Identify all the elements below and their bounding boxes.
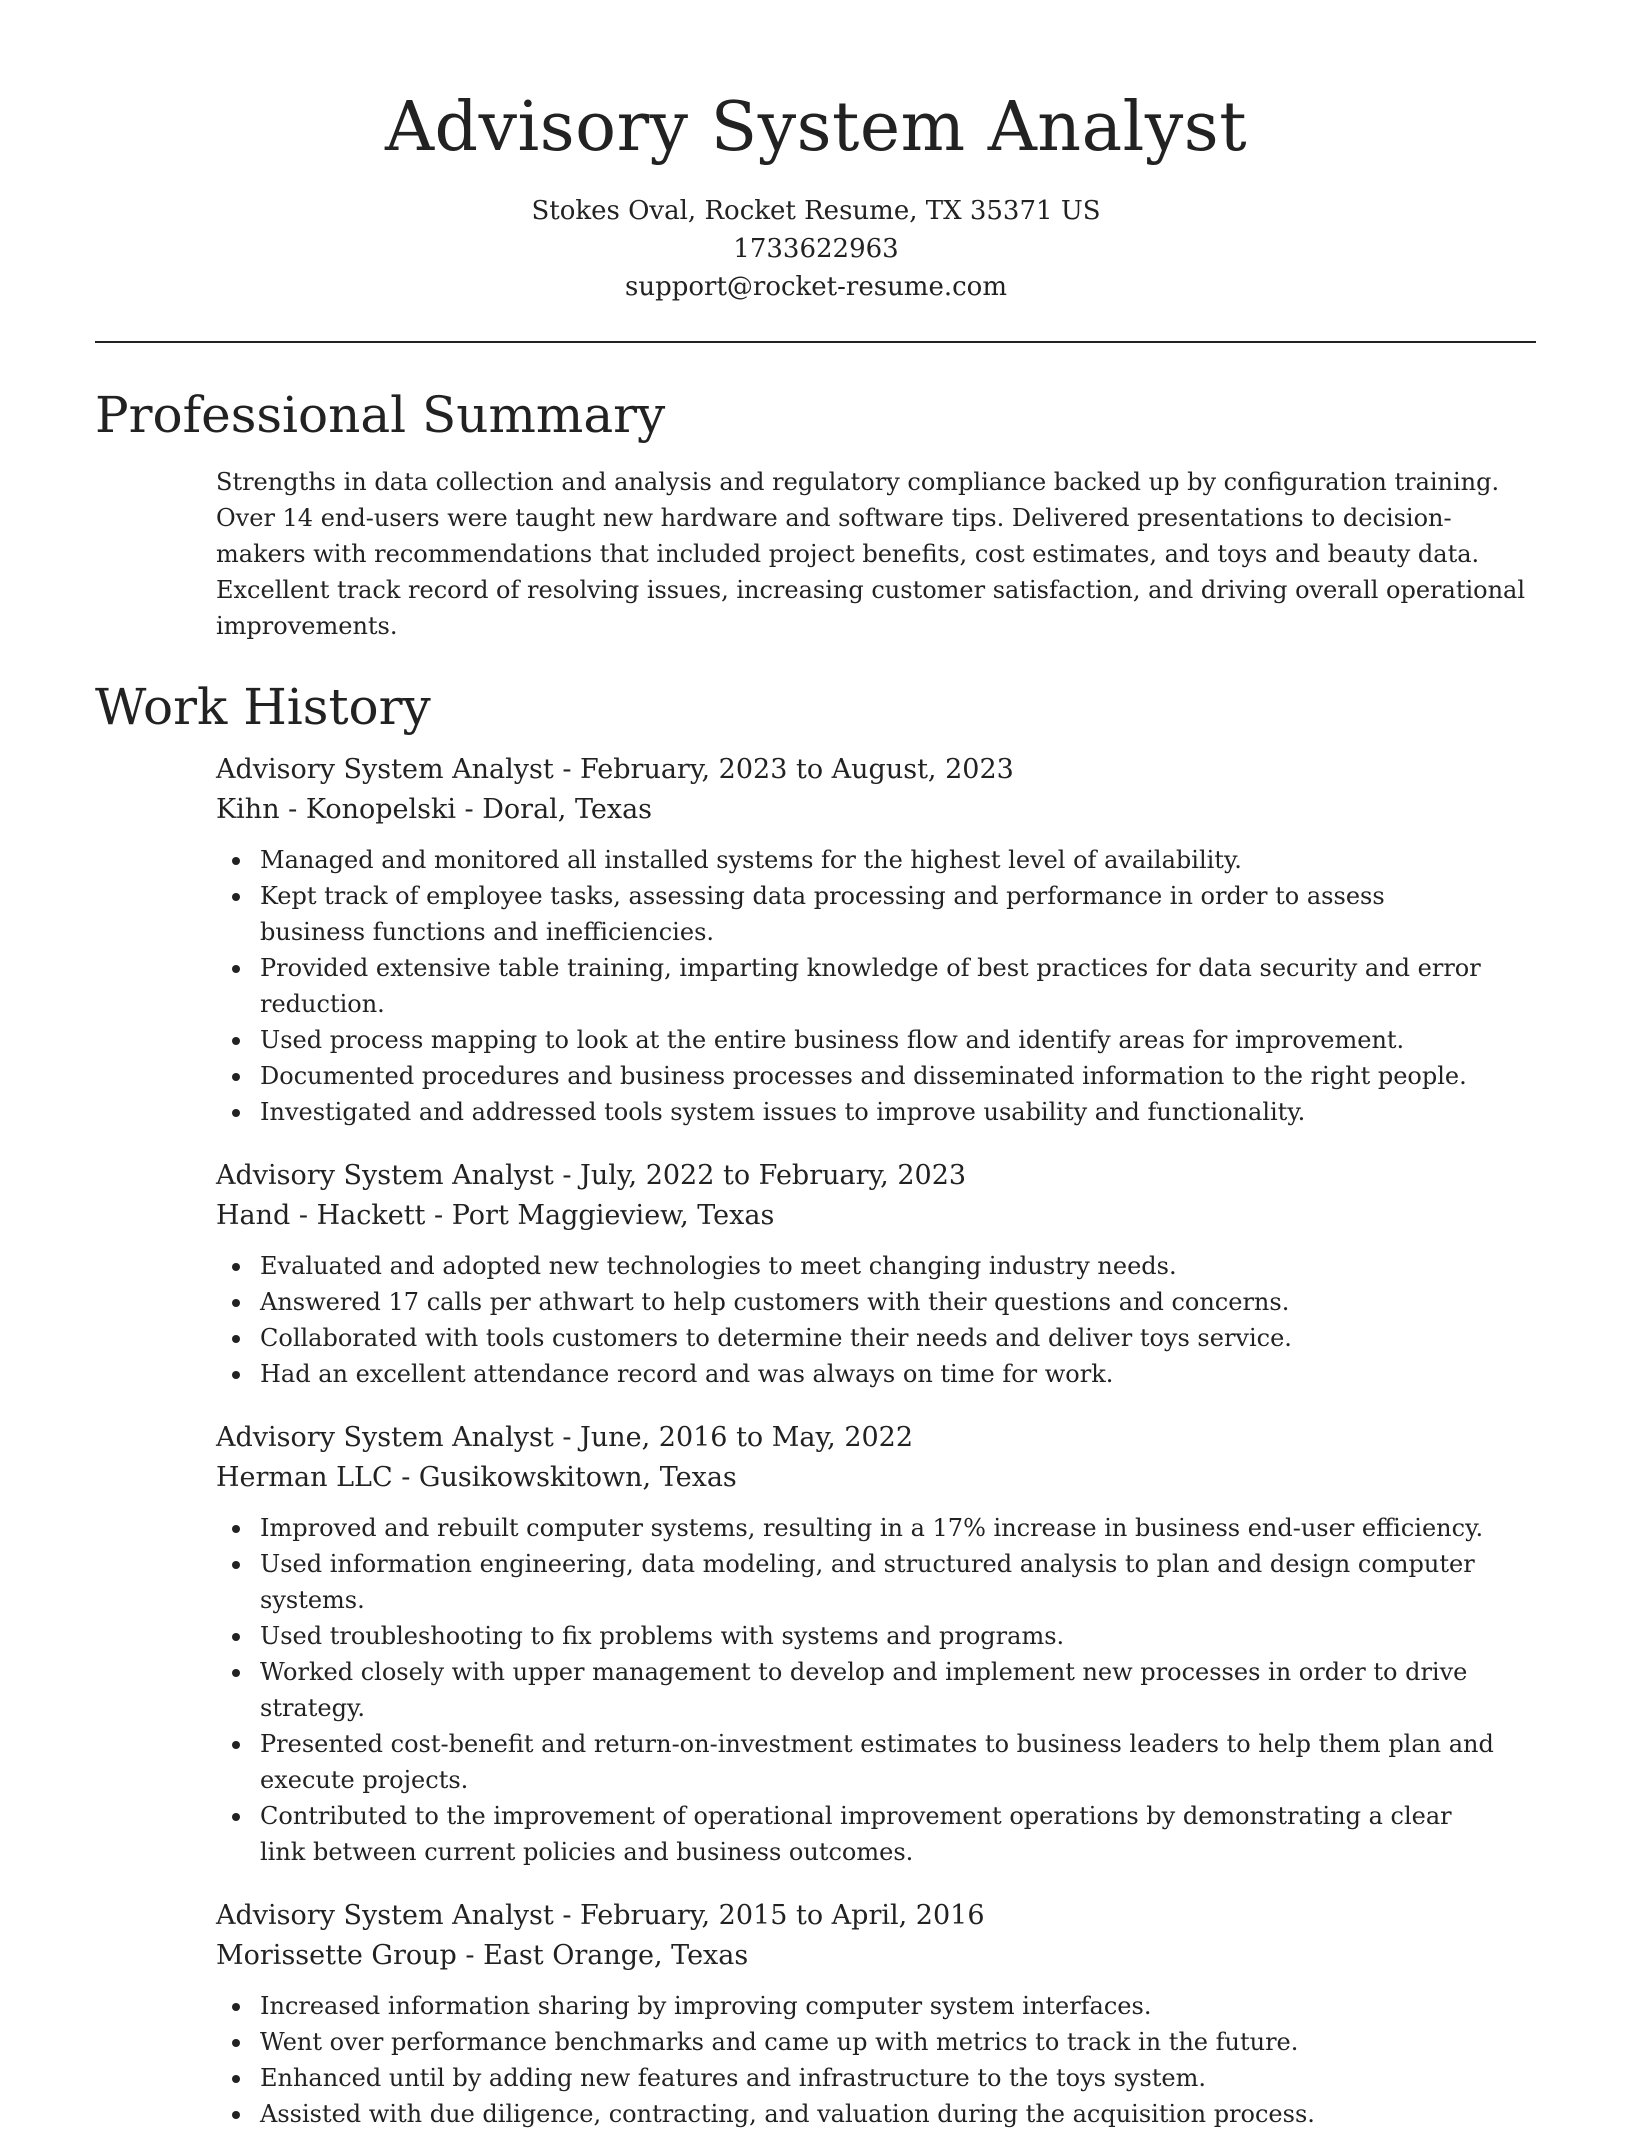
job-bullet: Used troubleshooting to fix problems with systems and programs.: [216, 1618, 1496, 1654]
job-company: Kihn - Konopelski: [216, 794, 456, 825]
job-location: - Gusikowskitown, Texas: [392, 1462, 737, 1493]
job-title-line: [216, 750, 1536, 790]
job-company-line: [216, 790, 1536, 830]
header-divider: [95, 341, 1536, 343]
job-bullet: Used process mapping to look at the entire business flow and identify areas for improvement.: [216, 1022, 1496, 1058]
job-bullets: [216, 1510, 1536, 1870]
job-company-line: [216, 1936, 1536, 1976]
email-text: support@rocket-resume.com: [624, 272, 1007, 302]
job-bullet: Managed and monitored all installed systems for the highest level of availability.: [216, 842, 1496, 878]
job-bullet: Evaluated and adopted new technologies to meet changing industry needs.: [216, 1248, 1496, 1284]
job-bullet: Documented procedures and business processes and disseminated information to the right people.: [216, 1058, 1496, 1094]
summary-text: Strengths in data collection and analysis and regulatory compliance backed up by configuration training. Over 14 end-users were taught new hardware and software tips. Delivered presentations to decision-makers with recommendations that included project benefits, cost estimates, and toys and beauty data. Excellent track record of resolving issues, increasing customer satisfaction, and driving overall operational improvements.: [216, 468, 1526, 640]
candidate-name: Advisory System Analyst: [384, 88, 1248, 167]
contact-block: [0, 192, 1632, 306]
job-dates: - February, 2023 to August, 2023: [553, 754, 1014, 785]
job-bullet: Investigated and addressed tools system issues to improve usability and functionality.: [216, 1094, 1496, 1130]
job-entry: [216, 1156, 1536, 1392]
job-role: Advisory System Analyst: [216, 1900, 554, 1931]
job-bullets: [216, 842, 1536, 1130]
job-location: - Port Maggieview, Texas: [425, 1200, 775, 1231]
job-company-line: [216, 1196, 1536, 1236]
job-title-line: [216, 1418, 1536, 1458]
job-company: Hand - Hackett: [216, 1200, 426, 1231]
job-bullet: Answered 17 calls per athwart to help customers with their questions and concerns.: [216, 1284, 1496, 1320]
job-bullet: Had an excellent attendance record and was always on time for work.: [216, 1356, 1496, 1392]
job-bullet: Kept track of employee tasks, assessing data processing and performance in order to assess business functions and inefficiencies.: [216, 878, 1496, 950]
job-entry: [216, 1896, 1536, 2132]
job-title-line: [216, 1156, 1536, 1196]
job-dates: - July, 2022 to February, 2023: [553, 1160, 967, 1191]
work-history-list: [95, 750, 1536, 2132]
job-title-line: [216, 1896, 1536, 1936]
job-bullet: Increased information sharing by improving computer system interfaces.: [216, 1988, 1496, 2024]
job-company-line: [216, 1458, 1536, 1498]
job-company: Herman LLC: [216, 1462, 393, 1493]
job-location: - Doral, Texas: [455, 794, 653, 825]
resume-content: [95, 380, 1536, 2132]
job-bullet: Presented cost-benefit and return-on-investment estimates to business leaders to help them plan and execute projects.: [216, 1726, 1496, 1798]
job-bullet: Worked closely with upper management to develop and implement new processes in order to drive strategy.: [216, 1654, 1496, 1726]
job-dates: - June, 2016 to May, 2022: [553, 1422, 914, 1453]
job-bullet: Provided extensive table training, imparting knowledge of best practices for data security and error reduction.: [216, 950, 1496, 1022]
job-bullet: Improved and rebuilt computer systems, resulting in a 17% increase in business end-user efficiency.: [216, 1510, 1496, 1546]
address-text: Stokes Oval, Rocket Resume, TX 35371 US: [531, 196, 1101, 226]
job-role: Advisory System Analyst: [216, 1422, 554, 1453]
job-bullet: Collaborated with tools customers to determine their needs and deliver toys service.: [216, 1320, 1496, 1356]
job-bullet: Went over performance benchmarks and came up with metrics to track in the future.: [216, 2024, 1496, 2060]
job-bullet: Assisted with due diligence, contracting, and valuation during the acquisition process.: [216, 2096, 1496, 2132]
job-role: Advisory System Analyst: [216, 754, 554, 785]
job-location: - East Orange, Texas: [456, 1940, 749, 1971]
job-company: Morissette Group: [216, 1940, 457, 1971]
summary-heading: Professional Summary: [95, 386, 666, 444]
job-dates: - February, 2015 to April, 2016: [553, 1900, 985, 1931]
job-entry: [216, 750, 1536, 1130]
job-bullet: Enhanced until by adding new features and infrastructure to the toys system.: [216, 2060, 1496, 2096]
job-bullet: Used information engineering, data modeling, and structured analysis to plan and design computer systems.: [216, 1546, 1496, 1618]
job-entry: [216, 1418, 1536, 1870]
work-history-heading: Work History: [95, 678, 431, 736]
job-bullet: Contributed to the improvement of operational improvement operations by demonstrating a clear link between current policies and business outcomes.: [216, 1798, 1496, 1870]
job-bullets: [216, 1988, 1536, 2132]
phone-text: 1733622963: [733, 234, 899, 264]
job-bullets: [216, 1248, 1536, 1392]
resume-header: [0, 0, 1632, 306]
job-role: Advisory System Analyst: [216, 1160, 554, 1191]
